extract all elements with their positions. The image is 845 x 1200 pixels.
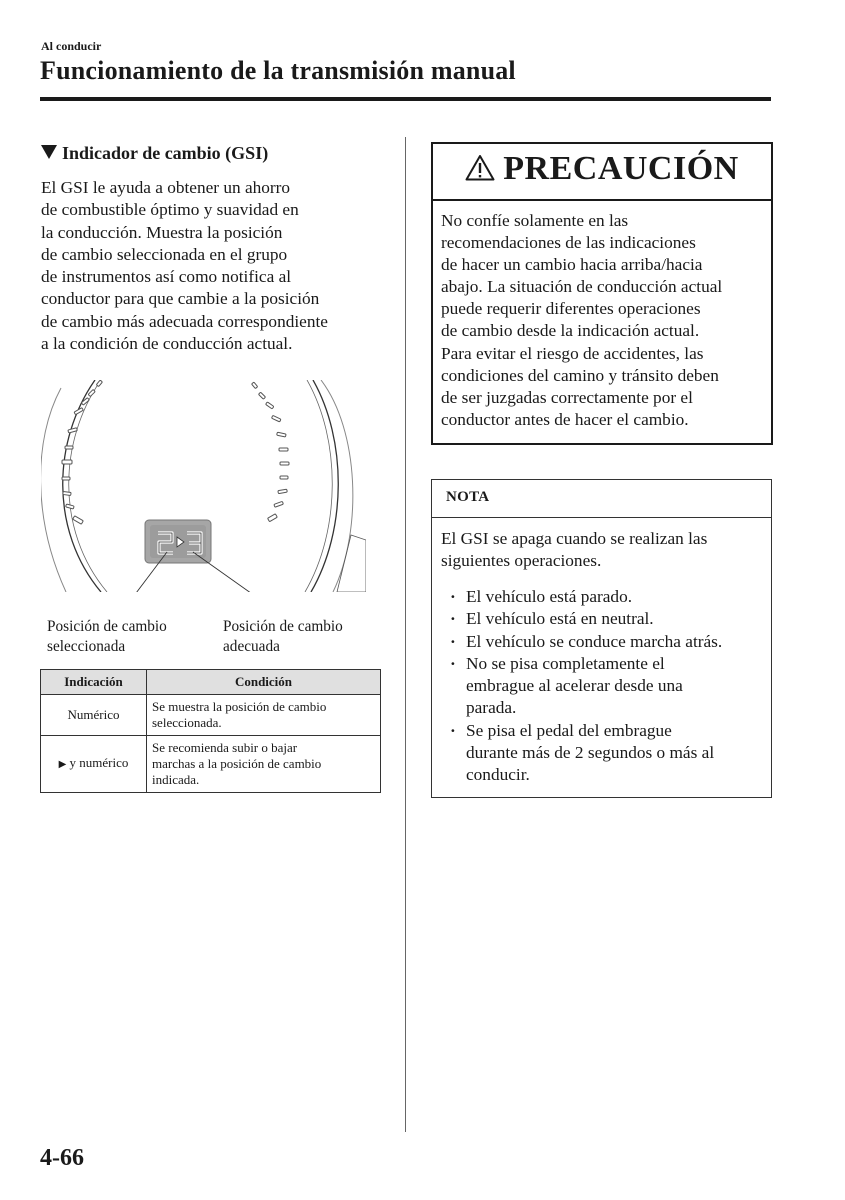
caution-line: abajo. La situación de conducción actual bbox=[441, 277, 723, 297]
note-title: NOTA bbox=[446, 489, 490, 505]
table-header-row bbox=[41, 670, 381, 695]
right-gauge bbox=[305, 380, 366, 592]
paragraph-line: la conducción. Muestra la posición bbox=[41, 222, 283, 242]
caution-line: puede requerir diferentes operaciones bbox=[441, 299, 701, 319]
list-item-line: · Se pisa el pedal del embrague bbox=[466, 720, 672, 740]
caution-line: No confíe solamente en las bbox=[441, 211, 629, 230]
paragraph-line: de cambio más adecuada correspondiente bbox=[41, 311, 328, 331]
gsi-display bbox=[145, 520, 211, 563]
note-list bbox=[441, 586, 769, 787]
list-item bbox=[441, 586, 769, 608]
paragraph-line: El GSI le ayuda a obtener un ahorro bbox=[41, 178, 291, 197]
list-item-line: · El vehículo se conduce marcha atrás. bbox=[466, 631, 723, 651]
list-item-line: parada. bbox=[466, 698, 517, 718]
paragraph-line: de combustible óptimo y suavidad en bbox=[41, 200, 299, 220]
list-item bbox=[441, 653, 769, 720]
caution-line: de ser juzgadas correctamente por el bbox=[441, 387, 693, 407]
caution-line: de cambio desde la indicación actual. bbox=[441, 321, 700, 341]
table-cell-condition bbox=[147, 695, 381, 736]
page-number: 4-66 bbox=[40, 1145, 84, 1171]
table-header-indication: Indicación bbox=[41, 670, 147, 695]
left-gauge-ticks bbox=[62, 380, 102, 524]
table-cell-indication: Numérico bbox=[41, 695, 147, 736]
column-divider bbox=[405, 137, 406, 1132]
page-title: Funcionamiento de la transmisión manual bbox=[40, 56, 516, 85]
list-item-line: · No se pisa completamente el bbox=[466, 653, 665, 673]
cell-line: indicada. bbox=[152, 772, 200, 787]
table-header-condition: Condición bbox=[147, 670, 381, 695]
section-label: Al conducir bbox=[41, 39, 102, 53]
triangle-bullet-icon bbox=[41, 145, 57, 159]
list-item-line: embrague al acelerar desde una bbox=[466, 676, 683, 696]
table-row bbox=[41, 695, 381, 736]
note-header bbox=[432, 480, 771, 518]
list-item-line: · El vehículo está parado. bbox=[466, 587, 633, 606]
list-item bbox=[441, 608, 769, 630]
table-cell-condition bbox=[147, 736, 381, 793]
caution-title: PRECAUCIÓN bbox=[503, 150, 739, 187]
caution-line: conductor antes de hacer el cambio. bbox=[441, 409, 689, 429]
gsi-table bbox=[40, 669, 381, 793]
paragraph-line: conductor para que cambie a la posición bbox=[41, 289, 320, 309]
paragraph-line: de instrumentos así como notifica al bbox=[41, 267, 292, 287]
caption-line: seleccionada bbox=[47, 638, 126, 655]
caption-selected-position bbox=[47, 617, 167, 657]
cell-line: Se muestra la posición de cambio bbox=[152, 699, 327, 714]
cell-line: seleccionada. bbox=[152, 715, 222, 730]
note-intro bbox=[441, 528, 707, 573]
caution-line: Para evitar el riesgo de accidentes, las bbox=[441, 343, 704, 363]
caption-line: Posición de cambio bbox=[47, 618, 167, 635]
note-intro-line: siguientes operaciones. bbox=[441, 551, 602, 571]
paragraph-line: de cambio seleccionada en el grupo bbox=[41, 244, 288, 264]
caption-recommended-position bbox=[223, 617, 343, 657]
note-box bbox=[431, 479, 772, 798]
cell-line: Se recomienda subir o bajar bbox=[152, 740, 298, 755]
play-arrow-icon: ▶ bbox=[58, 759, 67, 770]
paragraph-line: a la condición de conducción actual. bbox=[41, 334, 293, 354]
list-item-line: · El vehículo está en neutral. bbox=[466, 609, 654, 629]
gsi-paragraph bbox=[41, 177, 386, 355]
title-rule bbox=[40, 97, 771, 101]
caution-line: condiciones del camino y tránsito deben bbox=[441, 365, 719, 385]
list-item-line: durante más de 2 segundos o más al bbox=[466, 743, 715, 763]
gsi-heading-text: Indicador de cambio (GSI) bbox=[62, 143, 269, 163]
list-item-line: conducir. bbox=[466, 765, 530, 785]
caution-line: de hacer un cambio hacia arriba/hacia bbox=[441, 255, 703, 275]
caution-line: recomendaciones de las indicaciones bbox=[441, 233, 696, 253]
table-cell-indication bbox=[41, 736, 147, 793]
instrument-cluster-illustration bbox=[41, 380, 366, 592]
list-item bbox=[441, 631, 769, 653]
note-intro-line: El GSI se apaga cuando se realizan las bbox=[441, 529, 708, 548]
caution-text bbox=[441, 210, 769, 431]
table-row bbox=[41, 736, 381, 793]
list-item bbox=[441, 720, 769, 787]
caution-box bbox=[431, 142, 773, 445]
gsi-heading bbox=[41, 143, 268, 164]
caption-line: Posición de cambio bbox=[223, 618, 343, 635]
warning-triangle-icon bbox=[465, 154, 495, 181]
caution-header bbox=[433, 144, 771, 201]
caption-line: adecuada bbox=[223, 638, 280, 655]
right-gauge-ticks bbox=[252, 382, 289, 522]
indication-text: y numérico bbox=[66, 755, 129, 770]
cell-line: marchas a la posición de cambio bbox=[152, 756, 322, 771]
